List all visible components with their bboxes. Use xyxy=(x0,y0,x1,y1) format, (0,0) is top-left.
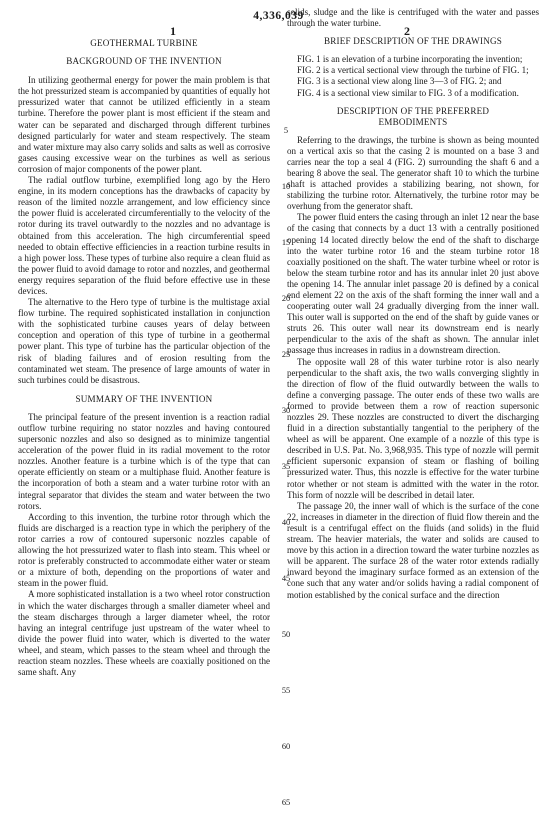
background-paragraph: The alternative to the Hero type of turbine is the multistage axial flow turbine. The required sophisticated installation in conjunction with the sophisticated turbine causes years of delay between conception and operation of this type of turbine in a geothermal power plant. This type of turbine has the particular objection of the risk of blading failures and of erosion resulting from the contaminated wet steam. The presence of large amounts of water in such turbines could be disastrous. xyxy=(18,297,270,385)
figure-description: FIG. 2 is a vertical sectional view through the turbine of FIG. 1; xyxy=(297,65,529,76)
line-number: 5 xyxy=(283,126,289,135)
line-number: 40 xyxy=(281,518,291,527)
line-number: 30 xyxy=(281,406,291,415)
summary-paragraph: According to this invention, the turbine rotor through which the fluids are discharged is a reaction type in which the periphery of the rotor carries a row of contoured supersonic nozzles capable of allowing the hot pressurized water to flash into steam. This wheel or rotor is preferably constructed to accommodate either water or steam or a mixture of both, depending on the proportions of water and steam in the power fluid. xyxy=(18,511,270,589)
description-paragraph: The opposite wall 28 of this water turbine rotor is also nearly perpendicular to the shaft axis, the two walls converging slightly in the direction of flow of the fluid outwardly between the walls to define a converging passage. The outer ends of these two walls are formed to provide between them a row of reaction supersonic nozzles 29. These nozzles are constructed to divert the discharging fluid in a direction substantially tangential to the periphery of the wheel as will be apparent. One example of a nozzle of this type is described in U.S. Pat. No. 3,968,935. This type of nozzle will permit efficient supersonic expansion of steam or flashing of boiling pressurized water. Thus, this nozzle is effective for the water turbine rotor whether or not steam is admitted with the water in the rotor. This form of nozzle will be described in detail later. xyxy=(287,356,539,500)
description-heading-line1: DESCRIPTION OF THE PREFERRED xyxy=(336,105,490,116)
description-paragraph: Referring to the drawings, the turbine is shown as being mounted on a vertical axis so that the casing 2 is mounted on a base 3 and carries near the top a seal 4 (FIG. 2) surrounding the shaft 6 and a bearing 8 above the seal. The generator shaft 10 to which the turbine shaft is attached provides a stabilizing bearing, not shown, for stabilizing the turbine rotor. Alternatively, the turbine rotor may be overhung from the generator shaft. xyxy=(287,134,539,212)
summary-paragraph: The principal feature of the present invention is a reaction radial outflow turbine requiring no stator nozzles and having contoured supersonic nozzles and also so designed as to minimize tangential acceleration of the power fluid in its radial movement to the rotor nozzles. Another feature is a turbine which is of the type that can operate efficiently on steam or a multiphase fluid. Another feature is the incorporation of both a steam and a water turbine rotor with an integral separator that divides the steam and water between the two rotors. xyxy=(18,411,270,511)
description-paragraph: The passage 20, the inner wall of which is the surface of the cone 22, increases in diameter in the direction of fluid flow therein and the result is a centrifugal effect on the fluids (and solids) in the fluid stream. The heavier materials, the water and solids are caused to move by this action in a direction toward the water turbine nozzles as will be apparent. The surface 28 of the water rotor extends radially inward beyond the imaginary surface formed as an extension of the cone such that any water and/or solids having a radial component of motion established by the conical surface and the direction xyxy=(287,500,539,600)
line-number: 20 xyxy=(281,294,291,303)
line-number: 15 xyxy=(281,238,291,247)
line-number: 65 xyxy=(281,798,291,807)
continued-paragraph: solids, sludge and the like is centrifuged with the water and passes through the water turbine. xyxy=(287,7,539,29)
drawings-heading: BRIEF DESCRIPTION OF THE DRAWINGS xyxy=(324,36,502,47)
summary-heading: SUMMARY OF THE INVENTION xyxy=(75,393,213,404)
figure-description: FIG. 3 is a sectional view along line 3—3 of FIG. 2; and xyxy=(297,76,502,87)
patent-title: GEOTHERMAL TURBINE xyxy=(90,38,198,48)
line-number: 50 xyxy=(281,630,291,639)
line-number: 55 xyxy=(281,686,291,695)
summary-paragraph: A more sophisticated installation is a two wheel rotor construction in which the water discharges through a smaller diameter wheel and the steam discharges through a larger diameter wheel, the rotor having an integral centrifuge just upstream of the water wheel to divide the power fluid into water, which is diverted to the water wheel, and steam, which passes to the steam wheel and through the reaction steam nozzles. These wheels are coaxially positioned on the same shaft. Any xyxy=(18,589,270,678)
figure-description: FIG. 4 is a sectional view similar to FIG. 3 of a modification. xyxy=(297,87,519,98)
patent-number: 4,336,039 xyxy=(253,10,304,22)
description-paragraph: The power fluid enters the casing through an inlet 12 near the base of the casing that connects by a duct 13 with a centrally positioned opening 14 located directly below the end of the shaft to discharge into the water turbine rotor 16 and the steam turbine rotor 18 coaxially positioned on the shaft. The water turbine wheel or rotor is below the steam turbine rotor and has its annular inlet 20 just above the opening 14. The annular inlet passage 20 is defined by a conical end element 22 on the axis of the shaft forming the inner wall and a cooperating outer wall 24 gradually diverging from the inner wall. This outer wall is supported on the end of the shaft by guide vanes or struts 26. This outer wall near its downstream end is nearly perpendicular to the axis of the shaft as shown. The annular inlet passage thus increases in radius in a downstream direction. xyxy=(287,212,539,356)
figure-description: FIG. 1 is an elevation of a turbine incorporating the invention; xyxy=(297,54,523,65)
line-number: 25 xyxy=(281,350,291,359)
line-number: 35 xyxy=(281,462,291,471)
line-number: 60 xyxy=(281,742,291,751)
background-heading: BACKGROUND OF THE INVENTION xyxy=(66,56,222,67)
column-number-left: 1 xyxy=(170,24,176,38)
background-paragraph: The radial outflow turbine, exemplified long ago by the Hero engine, in its modern conceptions has the drawbacks of capacity by reason of the limited nozzle arrangement, and low efficiency since the power fluid is accelerated circumferentially to the velocity of the rotor during its travel outwardly to the nozzles and no advantage is obtained from this acceleration. The high circumferential speed needed to obtain effective efficiencies in a reaction turbine results in a high power loss. These types of turbine also require a clean fluid as the power fluid to avoid damage to rotor and nozzles, and geothermal energy requires separation of the fluid before effective use in these devices. xyxy=(18,175,270,296)
column-number-right: 2 xyxy=(404,24,410,38)
line-number: 10 xyxy=(281,182,291,191)
background-paragraph: In utilizing geothermal energy for power the main problem is that the hot pressurized steam is accompanied by quantities of equally hot pressurized water that cannot be utilized efficiently in a steam turbine. Therefore the power plant is most efficient if the steam and water can be separated and discharged through different turbines designed particularly for water and steam respectively. The steam and water mixture may also carry solids and salts as well as corrosive gases causing excessive wear on the turbines as well as serious corrosion of major components of the power plant. xyxy=(18,75,270,174)
line-number: 45 xyxy=(281,574,291,583)
description-heading-line2: EMBODIMENTS xyxy=(378,116,448,127)
